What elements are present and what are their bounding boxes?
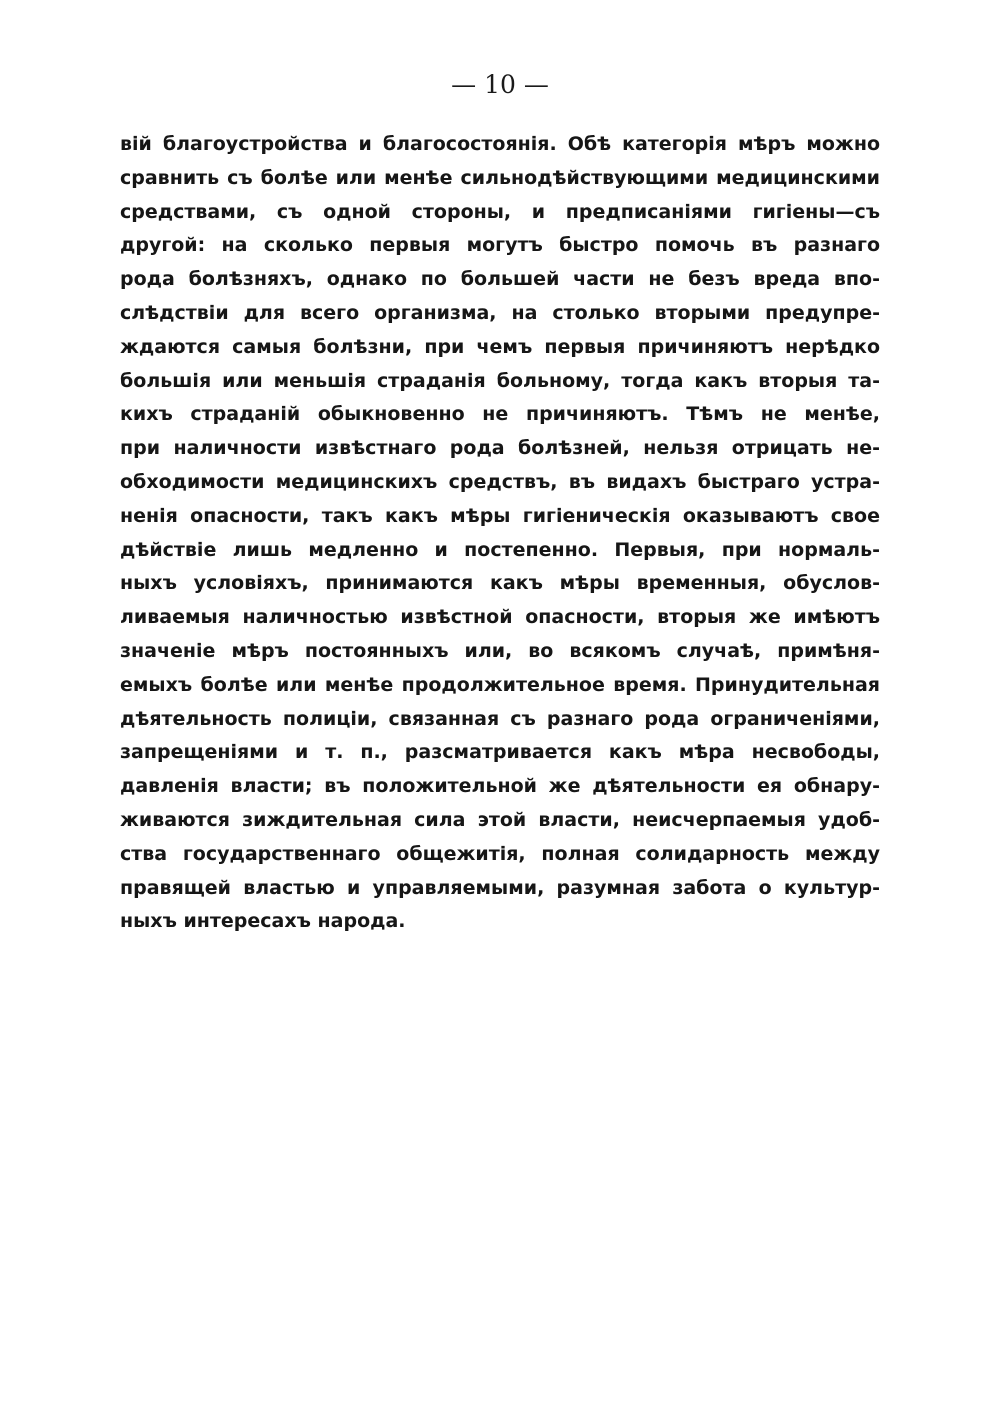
text-line: дѣйствіе лишь медленно и постепенно. Первыя, при нормаль- bbox=[120, 538, 880, 561]
text-line: кихъ страданій обыкновенно не причиняютъ. Тѣмъ не менѣе, bbox=[120, 403, 880, 426]
text-line: ненія опасности, такъ какъ мѣры гигіеническія оказываютъ свое bbox=[120, 504, 880, 527]
text-line: емыхъ болѣе или менѣе продолжительное время. Принудительная bbox=[120, 673, 880, 696]
text-line: запрещеніями и т. п., разсматривается какъ мѣра несвободы, bbox=[120, 741, 880, 764]
page-number: — 10 — bbox=[451, 70, 549, 99]
body-paragraph bbox=[120, 128, 880, 939]
text-line: правящей властью и управляемыми, разумная забота о культур- bbox=[120, 876, 880, 899]
text-line: большія или меньшія страданія больному, тогда какъ вторыя та- bbox=[120, 369, 880, 392]
text-line: ливаемыя наличностью извѣстной опасности, вторыя же имѣютъ bbox=[120, 606, 880, 629]
text-line: сравнить съ болѣе или менѣе сильнодѣйствующими медицинскими bbox=[120, 166, 880, 189]
text-line: дѣятельность полиціи, связанная съ разнаго рода ограниченіями, bbox=[120, 707, 880, 730]
text-line: обходимости медицинскихъ средствъ, въ видахъ быстраго устра- bbox=[120, 470, 880, 493]
text-line: ныхъ условіяхъ, принимаются какъ мѣры временныя, обуслов- bbox=[120, 572, 880, 595]
text-line: при наличности извѣстнаго рода болѣзней, нельзя отрицать не- bbox=[120, 437, 880, 460]
text-line-last: ныхъ интересахъ народа. bbox=[120, 910, 406, 933]
text-line: живаются зиждительная сила этой власти, неисчерпаемыя удоб- bbox=[120, 808, 880, 831]
text-line: вій благоустройства и благосостоянія. Обѣ категорія мѣръ можно bbox=[120, 133, 880, 155]
text-line: другой: на сколько первыя могутъ быстро помочь въ разнаго bbox=[120, 234, 880, 257]
text-line: ждаются самыя болѣзни, при чемъ первыя причиняютъ нерѣдко bbox=[120, 335, 880, 358]
text-line: давленія власти; въ положительной же дѣятельности ея обнару- bbox=[120, 775, 880, 798]
text-line: слѣдствіи для всего организма, на столько вторыми предупре- bbox=[120, 301, 880, 324]
text-line: рода болѣзняхъ, однако по большей части не безъ вреда впо- bbox=[120, 268, 880, 291]
text-line: значеніе мѣръ постоянныхъ или, во всякомъ случаѣ, примѣня- bbox=[120, 639, 880, 662]
text-line: ства государственнаго общежитія, полная солидарность между bbox=[120, 842, 880, 865]
text-line: средствами, съ одной стороны, и предписаніями гигіены—съ bbox=[120, 200, 880, 223]
